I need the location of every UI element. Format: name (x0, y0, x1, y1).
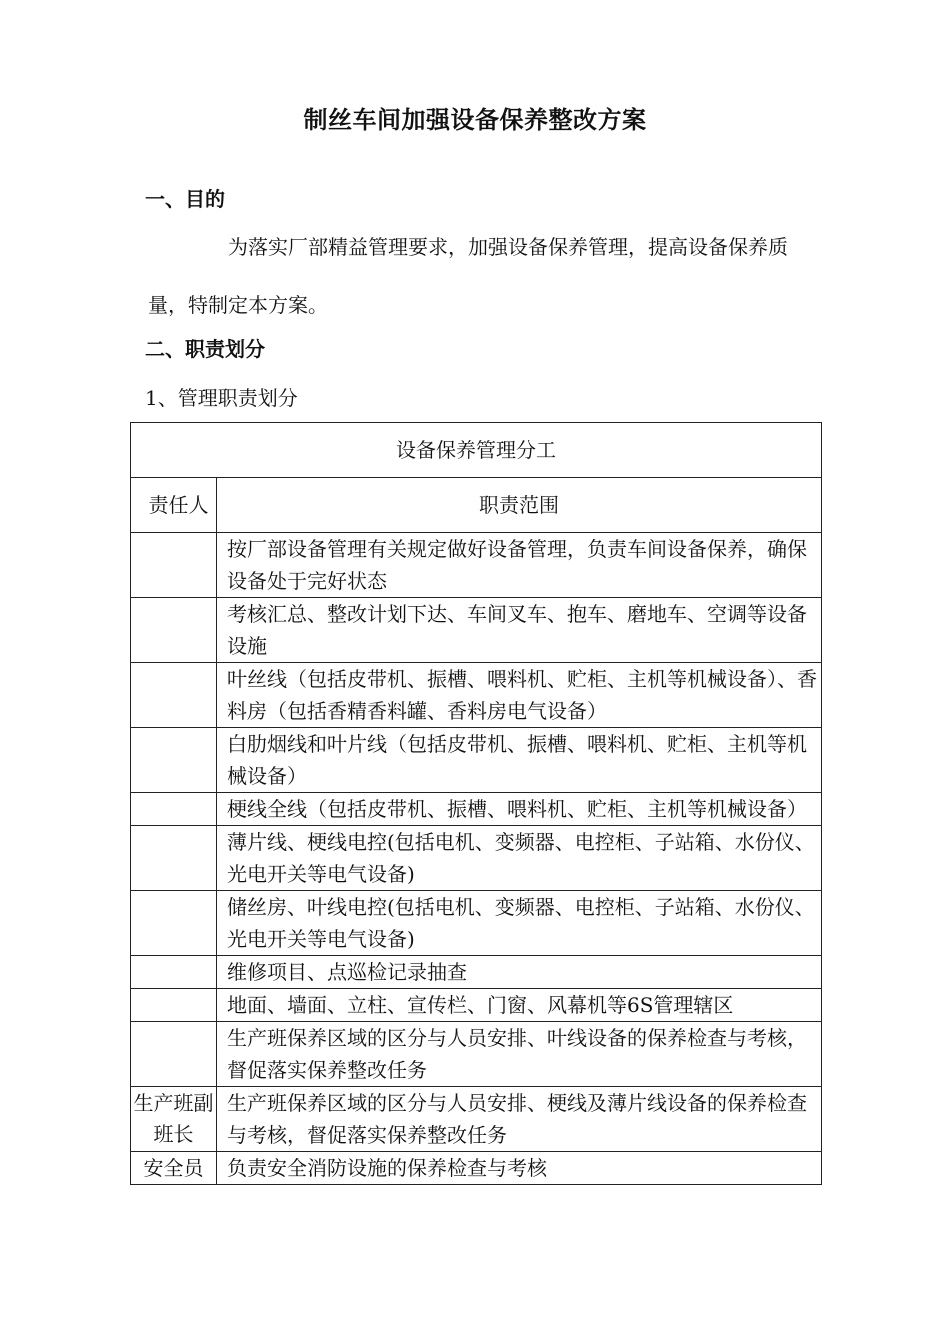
table-row (131, 826, 822, 891)
row-scope: 梗线全线（包括皮带机、振槽、喂料机、贮柜、主机等机械设备） (217, 793, 822, 826)
row-person (131, 1022, 217, 1087)
subsection-heading-management: 1、管理职责划分 (145, 386, 298, 410)
table-row (131, 663, 822, 728)
row-person (131, 728, 217, 793)
row-person (131, 826, 217, 891)
row-person (131, 989, 217, 1022)
row-scope: 考核汇总、整改计划下达、车间叉车、抱车、磨地车、空调等设备设施 (217, 598, 822, 663)
table-row (131, 728, 822, 793)
row-person (131, 598, 217, 663)
row-person (131, 533, 217, 598)
row-scope: 地面、墙面、立柱、宣传栏、门窗、风幕机等6S管理辖区 (217, 989, 822, 1022)
row-person (131, 956, 217, 989)
row-scope: 叶丝线（包括皮带机、振槽、喂料机、贮柜、主机等机械设备）、香料房（包括香精香料罐、香料房电气设备） (217, 663, 822, 728)
table-row (131, 1022, 822, 1087)
row-person: 安全员 (131, 1152, 217, 1185)
section-heading-responsibilities: 二、职责划分 (145, 337, 265, 361)
row-scope: 生产班保养区域的区分与人员安排、叶线设备的保养检查与考核，督促落实保养整改任务 (217, 1022, 822, 1087)
table-row (131, 956, 822, 989)
table-row (131, 891, 822, 956)
table-row (131, 1152, 822, 1185)
table-row (131, 598, 822, 663)
column-header-scope: 职责范围 (217, 478, 822, 533)
row-scope: 维修项目、点巡检记录抽查 (217, 956, 822, 989)
row-person: 生产班副班长 (131, 1087, 217, 1152)
column-header-person: 责任人 (131, 478, 217, 533)
row-person (131, 663, 217, 728)
row-person (131, 891, 217, 956)
row-scope: 薄片线、梗线电控(包括电机、变频器、电控柜、子站箱、水份仪、光电开关等电气设备) (217, 826, 822, 891)
purpose-paragraph: 为落实厂部精益管理要求，加强设备保养管理，提高设备保养质量，特制定本方案。 (148, 235, 788, 317)
table-row (131, 1087, 822, 1152)
table-row (131, 793, 822, 826)
row-scope: 负责安全消防设施的保养检查与考核 (217, 1152, 822, 1185)
table-title: 设备保养管理分工 (131, 423, 822, 478)
row-scope: 生产班保养区域的区分与人员安排、梗线及薄片线设备的保养检查与考核，督促落实保养整改任务 (217, 1087, 822, 1152)
row-scope: 储丝房、叶线电控(包括电机、变频器、电控柜、子站箱、水份仪、光电开关等电气设备) (217, 891, 822, 956)
row-person (131, 793, 217, 826)
row-scope: 白肋烟线和叶片线（包括皮带机、振槽、喂料机、贮柜、主机等机械设备） (217, 728, 822, 793)
table-title-row (131, 423, 822, 478)
document-title: 制丝车间加强设备保养整改方案 (303, 106, 647, 134)
section-heading-purpose: 一、目的 (145, 187, 225, 211)
table-header-row (131, 478, 822, 533)
table-row (131, 989, 822, 1022)
table-row (131, 533, 822, 598)
row-scope: 按厂部设备管理有关规定做好设备管理，负责车间设备保养，确保设备处于完好状态 (217, 533, 822, 598)
responsibility-table (130, 422, 822, 1185)
